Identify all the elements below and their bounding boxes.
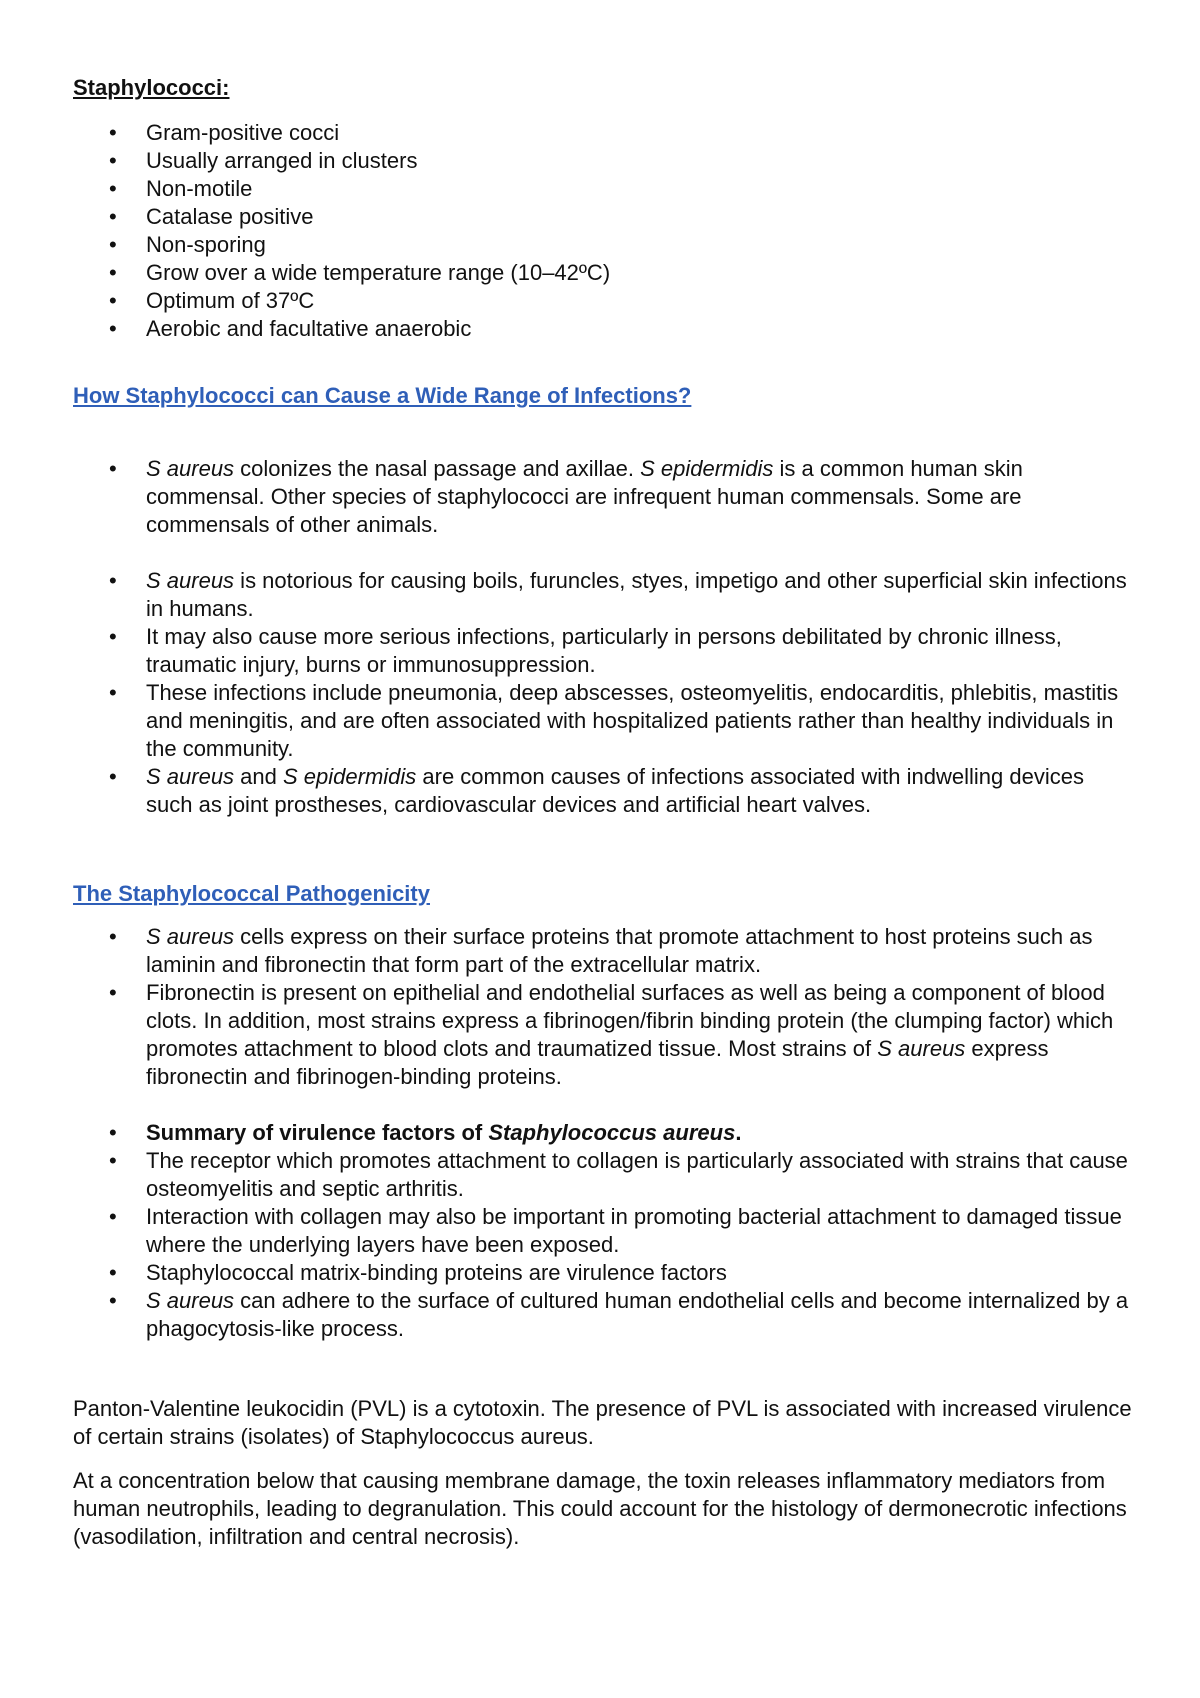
- bullet-dot-icon: •: [109, 1120, 117, 1145]
- bullet-dot-icon: •: [109, 764, 117, 789]
- list-item: • Summary of virulence factors of Staphylococcus aureus.: [109, 1120, 742, 1145]
- bullet-dot-icon: •: [109, 316, 117, 341]
- list-item: • Staphylococcal matrix-binding proteins are virulence factors: [109, 1260, 727, 1285]
- list-item: • Catalase positive: [109, 204, 314, 229]
- list-item: • Usually arranged in clusters: [109, 148, 418, 173]
- bullet-dot-icon: •: [109, 1288, 117, 1313]
- list-item: • Optimum of 37ºC: [109, 288, 315, 313]
- section-title-pathogenicity[interactable]: The Staphylococcal Pathogenicity: [73, 881, 430, 906]
- list-item: • Aerobic and facultative anaerobic: [109, 316, 472, 341]
- list-item: • These infections include pneumonia, deep abscesses, osteomyelitis, endocarditis, phlebitis, mastitis and meningitis, and are often associated with hospitalized patients rather than healthy individuals in the community.: [109, 680, 1119, 761]
- characteristics-list: [73, 119, 1133, 343]
- bullet-dot-icon: •: [109, 120, 117, 145]
- bullet-dot-icon: •: [109, 1204, 117, 1229]
- bullet-dot-icon: •: [109, 260, 117, 285]
- list-item: • Grow over a wide temperature range (10–42ºC): [109, 260, 611, 285]
- list-item: • S aureus is notorious for causing boils, furuncles, styes, impetigo and other superficial skin infections in humans.: [109, 568, 1127, 621]
- bullet-dot-icon: •: [109, 1260, 117, 1285]
- bullet-dot-icon: •: [109, 980, 117, 1005]
- pvl-paragraphs: [73, 1395, 1133, 1551]
- list-item: • Gram-positive cocci: [109, 120, 340, 145]
- list-item: • S aureus colonizes the nasal passage and axillae. S epidermidis is a common human skin commensal. Other species of staphylococci are infrequent human commensals. Some are commensals of other animals.: [109, 456, 1023, 537]
- section-staphylococci: [73, 74, 1133, 343]
- list-item: • S aureus can adhere to the surface of cultured human endothelial cells and become internalized by a phagocytosis-like process.: [109, 1288, 1129, 1341]
- list-item: • S aureus cells express on their surface proteins that promote attachment to host proteins such as laminin and fibronectin that form part of the extracellular matrix.: [109, 924, 1093, 977]
- bullet-dot-icon: •: [109, 924, 117, 949]
- bullet-dot-icon: •: [109, 176, 117, 201]
- bullet-dot-icon: •: [109, 232, 117, 257]
- list-item: • Non-motile: [109, 176, 253, 201]
- bullet-dot-icon: •: [109, 148, 117, 173]
- bullet-dot-icon: •: [109, 456, 117, 481]
- bullet-dot-icon: •: [109, 680, 117, 705]
- bullet-dot-icon: •: [109, 624, 117, 649]
- paragraph-pvl: Panton-Valentine leukocidin (PVL) is a cytotoxin. The presence of PVL is associated with increased virulence of certain strains (isolates) of Staphylococcus aureus.: [73, 1396, 1132, 1449]
- pathogenicity-list: [73, 923, 1133, 1343]
- bullet-dot-icon: •: [109, 568, 117, 593]
- section-title-infections[interactable]: How Staphylococci can Cause a Wide Range of Infections?: [73, 383, 692, 408]
- list-item: • Interaction with collagen may also be important in promoting bacterial attachment to damaged tissue where the underlying layers have been exposed.: [109, 1204, 1122, 1257]
- bullet-dot-icon: •: [109, 204, 117, 229]
- list-item: • It may also cause more serious infections, particularly in persons debilitated by chronic illness, traumatic injury, burns or immunosuppression.: [109, 624, 1062, 677]
- section-title-staphylococci: Staphylococci:: [73, 75, 230, 100]
- section-pathogenicity: [73, 880, 1133, 1343]
- infections-list: [73, 455, 1133, 819]
- paragraph-toxin: At a concentration below that causing membrane damage, the toxin releases inflammatory mediators from human neutrophils, leading to degranulation. This could account for the histology of dermonecrotic infections (vasodilation, infiltration and central necrosis).: [73, 1468, 1127, 1549]
- bullet-dot-icon: •: [109, 288, 117, 313]
- list-item: • The receptor which promotes attachment to collagen is particularly associated with strains that cause osteomyelitis and septic arthritis.: [109, 1148, 1128, 1201]
- bullet-dot-icon: •: [109, 1148, 117, 1173]
- list-item: • Fibronectin is present on epithelial and endothelial surfaces as well as being a component of blood clots. In addition, most strains express a fibrinogen/fibrin binding protein (the clumping factor) which promotes attachment to blood clots and traumatized tissue. Most strains of S aureus express fibronectin and fibrinogen-binding proteins.: [109, 980, 1114, 1089]
- section-infections: [73, 382, 1133, 819]
- list-item: • Non-sporing: [109, 232, 266, 257]
- list-item: • S aureus and S epidermidis are common causes of infections associated with indwelling devices such as joint prostheses, cardiovascular devices and artificial heart valves.: [109, 764, 1084, 817]
